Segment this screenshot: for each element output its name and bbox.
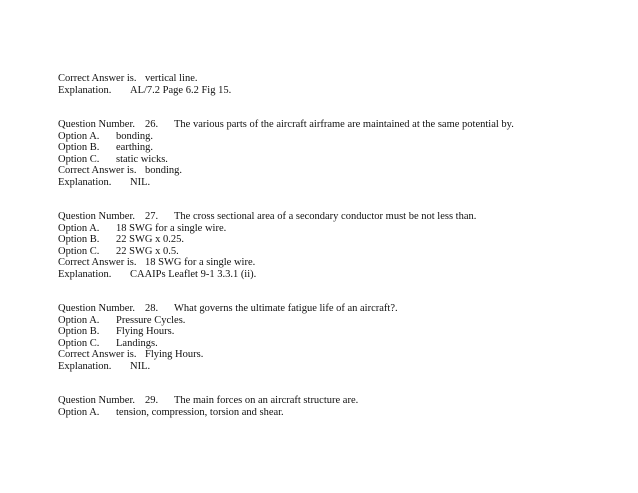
option-label: Option C. (58, 337, 100, 349)
option-c-line (58, 246, 618, 258)
option-text: static wicks. (116, 153, 168, 165)
option-a-line (58, 407, 618, 419)
option-b-line (58, 142, 618, 154)
option-text: earthing. (116, 142, 154, 153)
option-text: Landings. (116, 337, 158, 349)
explanation-label: Explanation. (58, 268, 112, 280)
explanation-line (58, 85, 618, 97)
option-label: Option B. (58, 326, 100, 337)
question-text: The cross sectional area of a secondary conductor must be not less than. (174, 211, 477, 222)
question-number-label: Question Number. (58, 119, 135, 130)
option-label: Option A. (58, 406, 100, 418)
question-line (58, 303, 618, 315)
question-block-27 (58, 211, 618, 280)
option-a-line (58, 131, 618, 143)
option-text: Flying Hours. (116, 326, 175, 337)
correct-answer-line (58, 165, 618, 177)
option-b-line (58, 326, 618, 338)
question-line (58, 211, 618, 223)
question-number: 27. (145, 211, 159, 222)
question-number: 29. (145, 395, 159, 406)
explanation-value: CAAIPs Leaflet 9-1 3.3.1 (ii). (130, 268, 257, 280)
question-number: 28. (145, 303, 159, 314)
document-page (58, 73, 618, 441)
explanation-line (58, 269, 618, 281)
explanation-line (58, 177, 618, 189)
option-text: 18 SWG for a single wire. (116, 222, 227, 234)
option-label: Option C. (58, 245, 100, 257)
correct-answer-label: Correct Answer is. (58, 349, 137, 360)
option-label: Option A. (58, 222, 100, 234)
question-text: What governs the ultimate fatigue life of an aircraft?. (174, 303, 398, 314)
option-b-line (58, 234, 618, 246)
question-block-28 (58, 303, 618, 372)
explanation-line (58, 361, 618, 373)
correct-answer-label: Correct Answer is. (58, 257, 137, 268)
question-number-label: Question Number. (58, 211, 135, 222)
question-block-29 (58, 395, 618, 418)
correct-answer-line (58, 257, 618, 269)
question-line (58, 119, 618, 131)
option-label: Option A. (58, 314, 100, 326)
correct-answer-label: Correct Answer is. (58, 73, 137, 84)
explanation-label: Explanation. (58, 176, 112, 188)
option-text: 22 SWG x 0.5. (116, 245, 179, 257)
answer-block-25 (58, 73, 618, 96)
explanation-value: NIL. (130, 176, 151, 188)
question-number-label: Question Number. (58, 395, 135, 406)
option-a-line (58, 223, 618, 235)
explanation-value: NIL. (130, 360, 151, 372)
correct-answer-value: vertical line. (145, 73, 198, 84)
correct-answer-line (58, 73, 618, 85)
correct-answer-line (58, 349, 618, 361)
question-line (58, 395, 618, 407)
option-text: Pressure Cycles. (116, 314, 186, 326)
correct-answer-label: Correct Answer is. (58, 165, 137, 176)
option-c-line (58, 154, 618, 166)
question-text: The various parts of the aircraft airframe are maintained at the same potential by. (174, 119, 514, 130)
correct-answer-value: Flying Hours. (145, 349, 204, 360)
option-a-line (58, 315, 618, 327)
option-label: Option B. (58, 142, 100, 153)
explanation-value: AL/7.2 Page 6.2 Fig 15. (130, 84, 232, 96)
question-number-label: Question Number. (58, 303, 135, 314)
question-number: 26. (145, 119, 159, 130)
explanation-label: Explanation. (58, 360, 112, 372)
option-label: Option C. (58, 153, 100, 165)
option-label: Option B. (58, 234, 100, 245)
option-text: 22 SWG x 0.25. (116, 234, 184, 245)
option-text: tension, compression, torsion and shear. (116, 406, 284, 418)
option-label: Option A. (58, 130, 100, 142)
question-block-26 (58, 119, 618, 188)
question-text: The main forces on an aircraft structure are. (174, 395, 359, 406)
option-text: bonding. (116, 130, 154, 142)
correct-answer-value: bonding. (145, 165, 183, 176)
option-c-line (58, 338, 618, 350)
explanation-label: Explanation. (58, 84, 112, 96)
correct-answer-value: 18 SWG for a single wire. (145, 257, 256, 268)
